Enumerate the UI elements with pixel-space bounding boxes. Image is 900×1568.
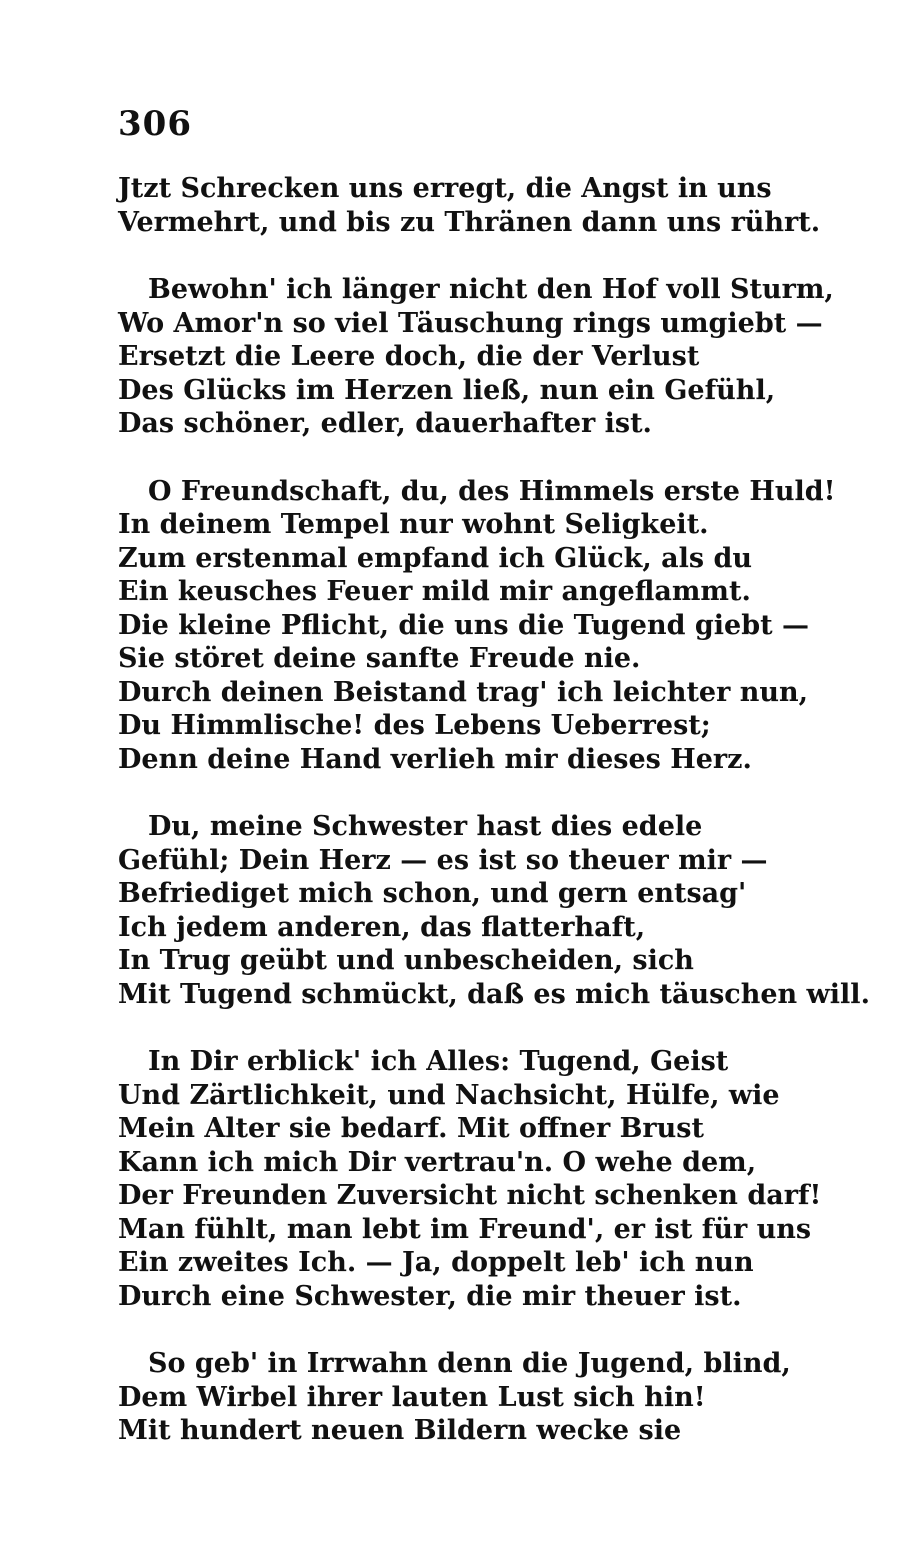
poem-line: Dem Wirbel ihrer lauten Lust sich hin!	[118, 1381, 706, 1413]
poem-line: Kann ich mich Dir vertrau'n. O wehe dem,	[118, 1146, 757, 1178]
poem-line: In deinem Tempel nur wohnt Seligkeit.	[118, 509, 709, 540]
poem-line: Jtzt Schrecken uns erregt, die Angst in uns	[118, 173, 772, 204]
poem-line: Du, meine Schwester hast dies edele	[148, 811, 703, 842]
poem-line: Und Zärtlichkeit, und Nachsicht, Hülfe, wie	[118, 1079, 780, 1111]
poem-line: Ein keusches Feuer mild mir angeflammt.	[118, 576, 751, 607]
poem-line: Durch eine Schwester, die mir theuer ist.	[118, 1280, 742, 1312]
poem-line: Des Glücks im Herzen ließ, nun ein Gefühl,	[118, 374, 776, 406]
stanza-4	[118, 810, 870, 1011]
poem-line: Bewohn' ich länger nicht den Hof voll Sturm,	[148, 274, 834, 305]
poem-line: Mein Alter sie bedarf. Mit offner Brust	[118, 1113, 704, 1144]
poem-line: In Dir erblick' ich Alles: Tugend, Geist	[148, 1046, 729, 1077]
page-number: 306	[118, 104, 192, 144]
poem-text	[118, 172, 870, 1482]
poem-line: Ersetzt die Leere doch, die der Verlust	[118, 341, 700, 372]
poem-line: Sie störet deine sanfte Freude nie.	[118, 643, 641, 674]
poem-line: Gefühl; Dein Herz — es ist so theuer mir —	[118, 844, 768, 876]
poem-line: Ich jedem anderen, das flatterhaft,	[118, 911, 646, 943]
poem-line: Das schöner, edler, dauerhafter ist.	[118, 408, 652, 439]
poem-line: So geb' in Irrwahn denn die Jugend, blind,	[148, 1348, 791, 1379]
poem-line: Mit hundert neuen Bildern wecke sie	[118, 1415, 682, 1446]
poem-line: Der Freunden Zuversicht nicht schenken darf!	[118, 1180, 822, 1211]
poem-line: Du Himmlische! des Lebens Ueberrest;	[118, 710, 711, 741]
poem-line: Man fühlt, man lebt im Freund', er ist für uns	[118, 1213, 812, 1245]
poem-line: Wo Amor'n so viel Täuschung rings umgiebt —	[118, 307, 823, 339]
stanza-3	[118, 475, 836, 777]
poem-line: Vermehrt, und bis zu Thränen dann uns rührt.	[118, 206, 821, 238]
stanza-5	[118, 1045, 822, 1313]
poem-line: Denn deine Hand verlieh mir dieses Herz.	[118, 743, 752, 775]
stanza-2	[118, 273, 834, 441]
poem-line: Befriediget mich schon, und gern entsag'	[118, 878, 747, 909]
poem-line: Zum erstenmal empfand ich Glück, als du	[118, 542, 753, 574]
poem-line: O Freundschaft, du, des Himmels erste Huld!	[148, 475, 836, 507]
poem-line: Durch deinen Beistand trag' ich leichter nun,	[118, 676, 809, 708]
poem-line: Ein zweites Ich. — Ja, doppelt leb' ich nun	[118, 1247, 754, 1278]
stanza-1	[118, 172, 821, 239]
poem-line: In Trug geübt und unbescheiden, sich	[118, 945, 694, 976]
poem-line: Mit Tugend schmückt, daß es mich täuschen will.	[118, 978, 870, 1010]
stanza-6	[118, 1347, 818, 1448]
poem-line: Die kleine Pflicht, die uns die Tugend giebt —	[118, 609, 809, 641]
